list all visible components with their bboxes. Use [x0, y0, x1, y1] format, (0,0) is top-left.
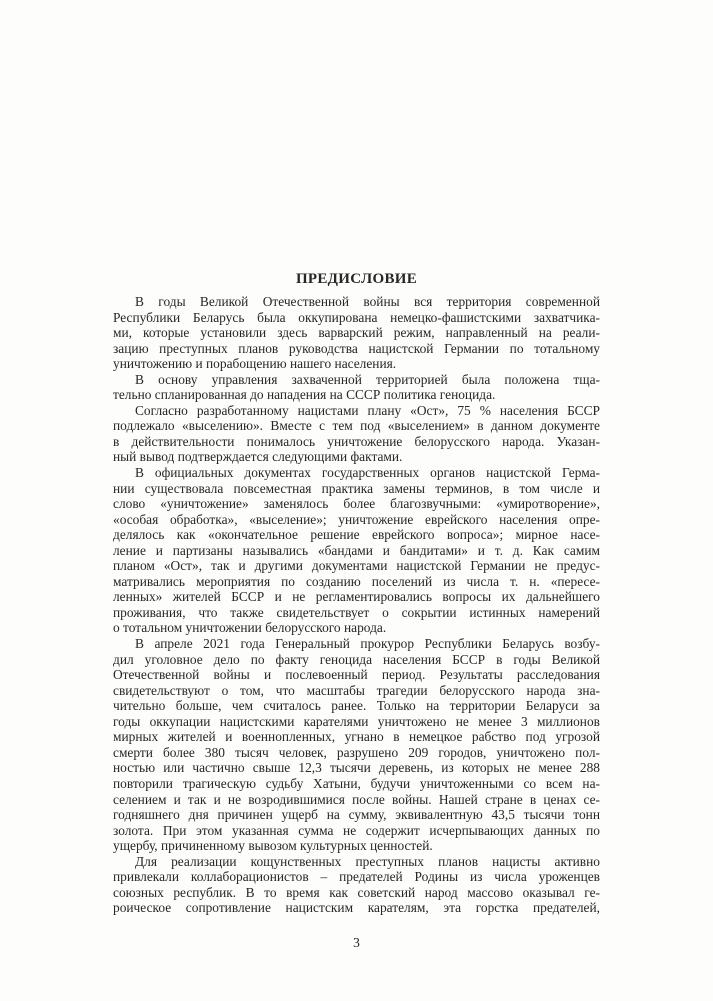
- body-text: [113, 294, 600, 916]
- text-line: планом «Ост», так и другими документами нацистской Германии не предус-: [113, 558, 600, 574]
- text-line: Для реализации кощунственных преступных планов нацисты активно: [135, 853, 600, 869]
- text-line: Республики Беларусь была оккупирована немецко-фашистскими захватчика-: [113, 309, 600, 325]
- text-line: зацию преступных планов руководства нацистской Германии по тотальному: [113, 340, 600, 356]
- paragraph: [113, 403, 600, 465]
- text-line: годы оккупации нацистскими карателями уничтожено не менее 3 миллионов: [113, 713, 600, 729]
- paragraph: [113, 372, 600, 403]
- paragraph: [113, 294, 600, 372]
- text-line: привлекали коллаборационистов – предателей Родины из числа уроженцев: [113, 869, 600, 885]
- text-line: подлежало «выселению». Вместе с тем под «выселением» в данном документе: [113, 418, 600, 434]
- text-line: В основу управления захваченной территорией была положена тща-: [135, 371, 600, 387]
- text-line: ленных» жителей БССР и не регламентировались вопросы их дальнейшего: [113, 589, 600, 605]
- text-line: ми, которые установили здесь варварский режим, направленный на реали-: [113, 325, 600, 341]
- text-line: уничтожению и порабощению нашего населения.: [113, 356, 397, 372]
- paragraph: [113, 854, 600, 916]
- text-line: дил уголовное дело по факту геноцида населения БССР в годы Великой: [113, 651, 600, 667]
- text-line: делялось как «окончательное решение еврейского вопроса»; мирное насе-: [113, 527, 600, 543]
- text-line: «особая обработка», «выселение»; уничтожение еврейского населения опре-: [113, 511, 600, 527]
- text-line: ный вывод подтверждается следующими фактами.: [113, 449, 403, 465]
- text-line: селением и так и не возродившимися после войны. Нашей стране в ценах се-: [113, 791, 600, 807]
- paragraph: [113, 636, 600, 854]
- text-line: о тотальном уничтожении белорусского народа.: [113, 620, 387, 636]
- text-line: В апреле 2021 года Генеральный прокурор Республики Беларусь возбу-: [135, 636, 600, 652]
- text-line: свидетельствуют о том, что масштабы трагедии белорусского народа зна-: [113, 682, 600, 698]
- text-line: тельно спланированная до нападения на СССР политика геноцида.: [113, 387, 496, 403]
- text-line: чительно больше, чем считалось ранее. Только на территории Беларуси за: [113, 698, 600, 714]
- text-line: в действительности понималось уничтожение белорусского народа. Указан-: [113, 433, 600, 449]
- text-line: ление и партизаны назывались «бандами и бандитами» и т. д. Как самим: [113, 542, 600, 558]
- text-line: Согласно разработанному нацистами плану «Ост», 75 % населения БССР: [135, 402, 600, 418]
- text-line: ущербу, причиненному вывозом культурных ценностей.: [113, 838, 433, 854]
- page-number: 3: [353, 935, 360, 950]
- text-line: матривались мероприятия по созданию поселений из числа т. н. «пересе-: [113, 573, 600, 589]
- text-line: слово «уничтожение» заменялось более благозвучными: «умиротворение»,: [113, 496, 600, 512]
- text-line: годняшнего дня причинен ущерб на сумму, эквивалентную 43,5 тысячи тонн: [113, 807, 600, 823]
- text-line: смерти более 380 тысяч человек, разрушено 209 городов, уничтожено пол-: [113, 744, 600, 760]
- text-line: золота. При этом указанная сумма не содержит исчерпывающих данных по: [113, 822, 600, 838]
- paragraph: [113, 465, 600, 636]
- text-line: мирных жителей и военнопленных, угнано в немецкое рабство под угрозой: [113, 729, 600, 745]
- text-line: роическое сопротивление нацистским карателям, эта горстка предателей,: [113, 900, 600, 916]
- text-line: повторили трагическую судьбу Хатыни, будучи уничтоженными со всем на-: [113, 775, 600, 791]
- text-line: В официальных документах государственных органов нацистской Герма-: [135, 465, 600, 481]
- text-line: ностью или частично свыше 12,3 тысячи деревень, из которых не менее 288: [113, 760, 600, 776]
- text-line: проживания, что также свидетельствует о сокрытии истинных намерений: [113, 604, 600, 620]
- text-line: союзных республик. В то время как советский народ массово оказывал ге-: [113, 884, 600, 900]
- page-title: ПРЕДИСЛОВИЕ: [295, 271, 418, 287]
- text-line: нии существовала повсеместная практика замены терминов, в том числе и: [113, 480, 600, 496]
- text-line: В годы Великой Отечественной войны вся территория современной: [135, 294, 600, 309]
- text-line: Отечественной войны и послевоенный период. Результаты расследования: [113, 667, 600, 683]
